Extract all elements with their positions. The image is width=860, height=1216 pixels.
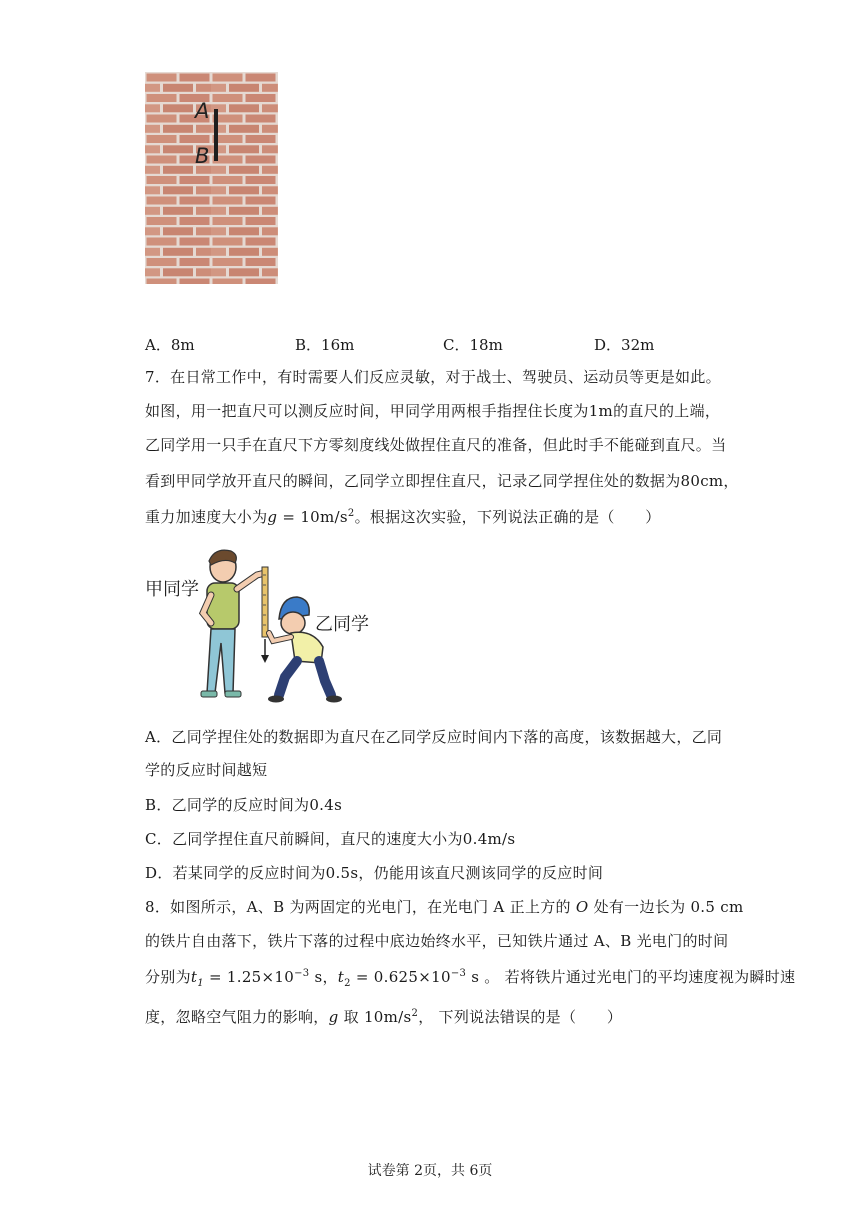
label-jia-student: 甲同学 <box>145 579 199 600</box>
q8-line-1: 8．如图所示，A、B 为两固定的光电门，在光电门 A 正上方的 O 处有一边长为 0.5 cm <box>145 898 744 916</box>
brick-wall-image <box>145 72 278 284</box>
q7-option-a-cont: 学的反应时间越短 <box>145 761 268 779</box>
q8-line-2: 的铁片自由落下，铁片下落的过程中底边始终水平，已知铁片通过 A、B 光电门的时间 <box>145 932 729 950</box>
q7-option-c[interactable]: C．乙同学捏住直尺前瞬间，直尺的速度大小为0.4m/s <box>145 830 516 848</box>
q7-line-1: 7．在日常工作中，有时需要人们反应灵敏，对于战士、驾驶员、运动员等更是如此。 <box>145 368 721 386</box>
q7-line-4: 看到甲同学放开直尺的瞬间，乙同学立即捏住直尺，记录乙同学捏住处的数据为80cm， <box>145 472 739 490</box>
reaction-time-figure <box>145 545 385 705</box>
q7-option-d[interactable]: D．若某同学的反应时间为0.5s，仍能用该直尺测该同学的反应时间 <box>145 864 604 882</box>
q6-option-c[interactable]: C．18m <box>443 336 503 354</box>
q6-option-b[interactable]: B．16m <box>295 336 355 354</box>
q8-line-4: 度，忽略空气阻力的影响，g 取 $10m/s^2$， 下列说法错误的是（ ） <box>145 1008 623 1026</box>
q7-line-2: 如图，用一把直尺可以测反应时间，甲同学用两根手指捏住长度为1m的直尺的上端， <box>145 402 721 420</box>
brick-wall-figure <box>145 72 278 284</box>
page-footer: 试卷第 2页，共 6页 <box>367 1163 493 1179</box>
q7-line-3: 乙同学用一只手在直尺下方零刻度线处做捏住直尺的准备，但此时手不能碰到直尺。当 <box>145 436 727 454</box>
q6-option-a[interactable]: A．8m <box>145 336 195 354</box>
label-b: B <box>195 144 210 168</box>
label-yi-student: 乙同学 <box>315 614 369 635</box>
falling-stone-streak <box>214 109 218 161</box>
q7-option-a[interactable]: A．乙同学捏住处的数据即为直尺在乙同学反应时间内下落的高度，该数据越大，乙同 <box>145 728 723 746</box>
label-a: A <box>195 99 210 123</box>
q8-line-3: 分别为$t_1 = 1.25\times 10^{-3}$ s，$t_2 = 0.625\times 10^{-3}$ s 。 若将铁片通过光电门的平均速度视为瞬时速 <box>145 968 796 989</box>
q7-line-5: 重力加速度大小为$g = 10m/s^2$。根据这次实验，下列说法正确的是（ ） <box>145 508 661 526</box>
q7-option-b[interactable]: B．乙同学的反应时间为0.4s <box>145 796 343 814</box>
q6-option-d[interactable]: D．32m <box>594 336 655 354</box>
